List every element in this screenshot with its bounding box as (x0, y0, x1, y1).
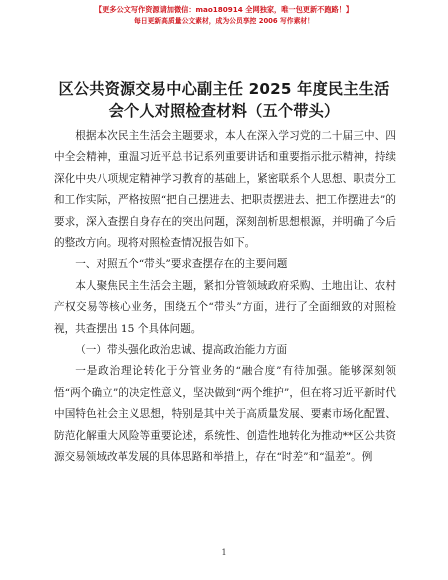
title-line-1: 区公共资源交易中心副主任 2025 年度民主生活 (58, 80, 390, 98)
banner-line-2: 每日更新高质量公文素材，成为公员享控 2006 写作素材！ (134, 17, 314, 25)
page-number: 1 (221, 548, 227, 557)
banner-line-1: 【更多公文写作资源请加微信：mao180914 全网独家，唯一包更新不跑路！】 (94, 5, 354, 14)
title-line-2: 会个人对照检查材料（五个带头） (108, 102, 340, 120)
body-paragraph: 一是政治理论转化于分管业务的“融合度”有待加强。能够深刻领悟“两个确立”的决定性意义，坚决做到“两个维护”，但在将习近平新时代中国特色社会主义思想，特别是其中关于高质量发展、要素市场化配置、防范化解重大风险等重要论述，系统性、创造性地转化为推动**区公共资源交易领域改革发展的具体思路和举措上，存在“时差”和“温差”。例 (54, 365, 396, 464)
body-paragraph: 本人聚焦民主生活会主题，紧扣分管领域政府采购、土地出让、农村产权交易等核心业务，围绕五个“带头”方面，进行了全面细致的对照检视，共查摆出 15 个具体问题。 (54, 279, 396, 335)
document-title (30, 78, 418, 122)
intro-paragraph: 根据本次民主生活会主题要求，本人在深入学习党的二十届三中、四中全会精神，重温习近平总书记系列重要讲话和重要指示批示精神，持续深化中央八项规定精神学习教育的基础上，紧密联系个人思想、职责分工和工作实际，严格按照“把自己摆进去、把职责摆进去、把工作摆进去”的要求，深入查摆自身存在的突出问题，深刻剖析思想根源，并明确了今后的整改方向。现将对照检查情况报告如下。 (54, 130, 396, 250)
header-banner (0, 4, 448, 27)
section-heading: 一、对照五个“带头”要求查摆存在的主要问题 (75, 258, 288, 271)
document-body (54, 126, 396, 469)
subsection-heading: （一）带头强化政治忠诚、提高政治能力方面 (75, 344, 288, 357)
